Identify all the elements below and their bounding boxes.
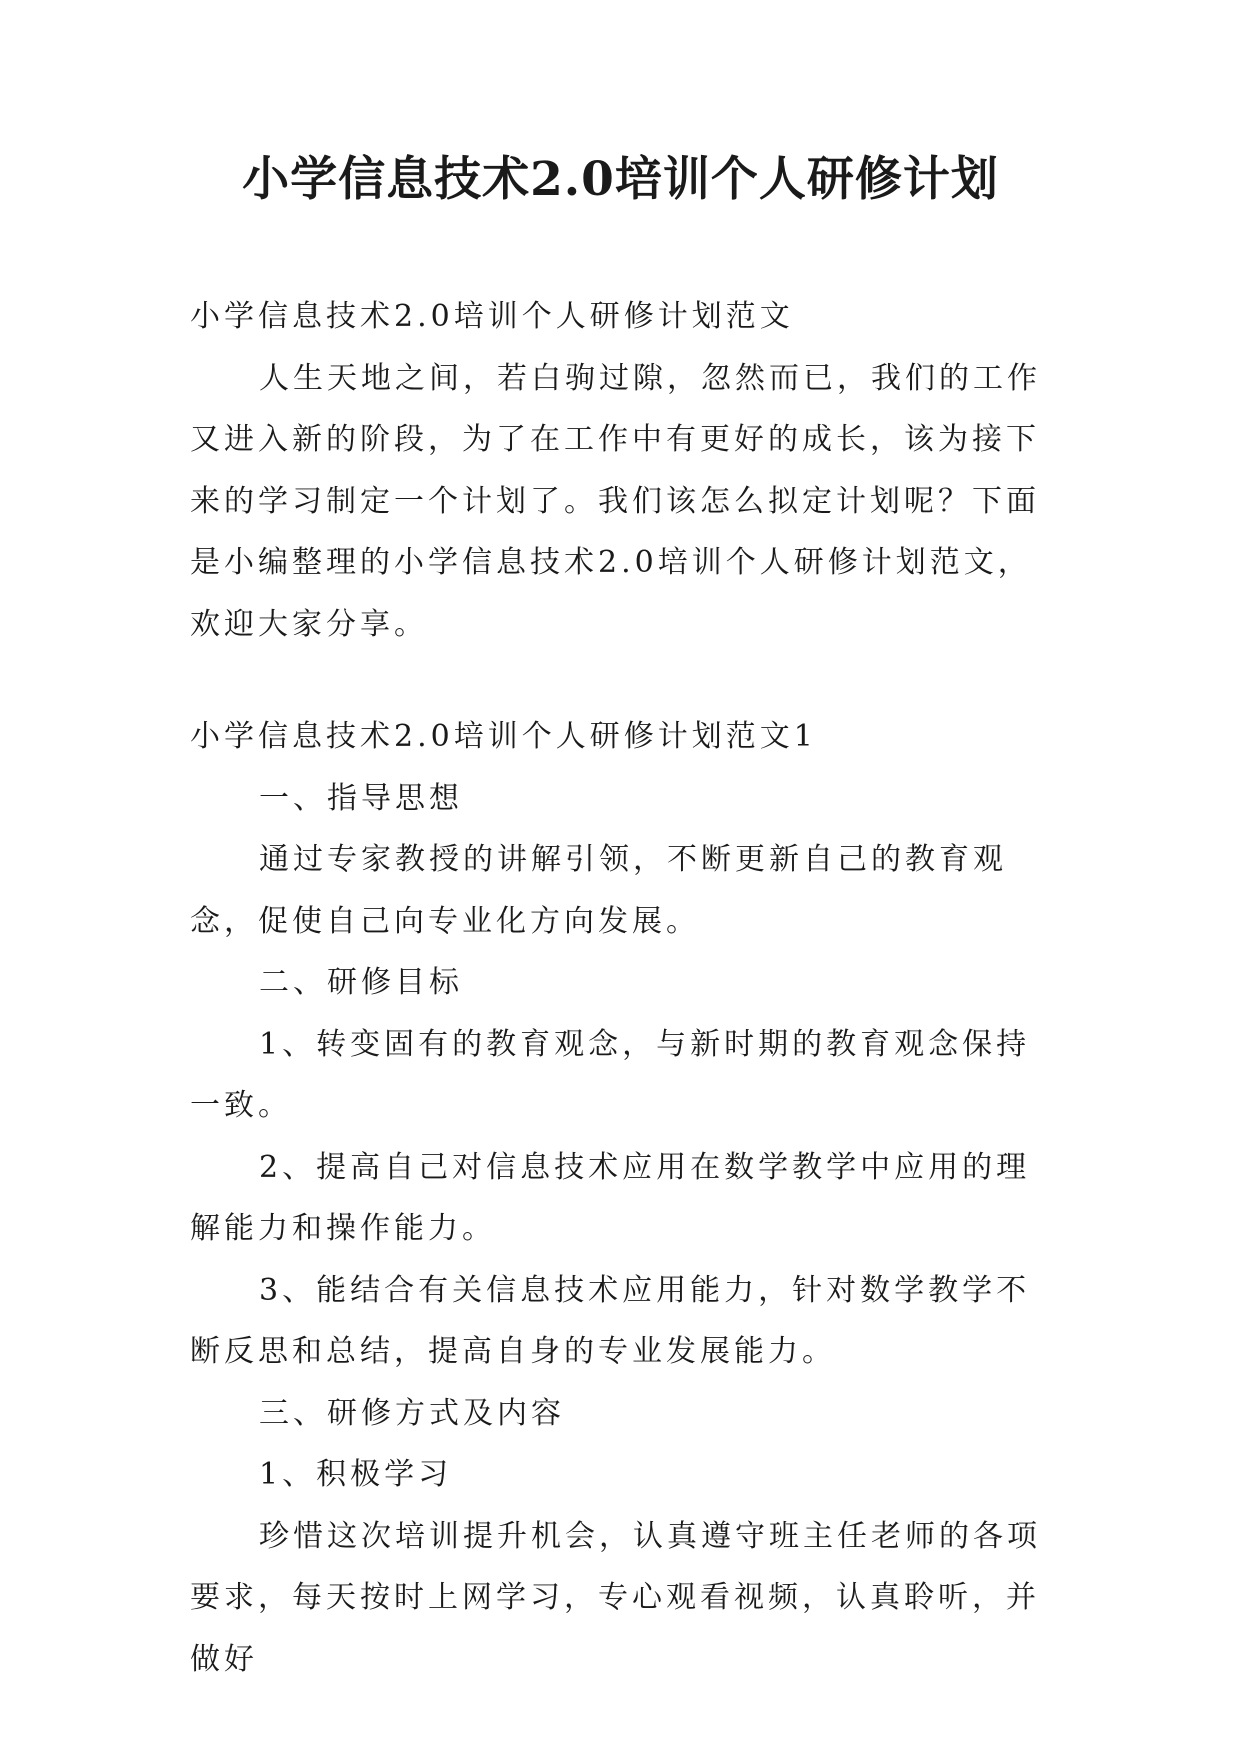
heading-study-goals: 二、研修目标 [259,965,463,1000]
section-spacer [190,655,1060,706]
document-title: 小学信息技术2.0培训个人研修计划 [242,152,999,207]
paragraph-active-learning: 珍惜这次培训提升机会，认真遵守班主任老师的各项要求，每天按时上网学习，专心观看视频，认真聆听，并做好 [190,1518,1041,1677]
goal-item-2: 2、提高自己对信息技术应用在数学教学中应用的理解能力和操作能力。 [190,1149,1031,1246]
section-title: 小学信息技术2.0培训个人研修计划范文1 [190,719,817,754]
subheading-active-learning: 1、积极学习 [259,1457,453,1492]
document-body [190,286,1060,1690]
heading-study-methods: 三、研修方式及内容 [259,1395,565,1431]
heading-guiding-thought: 一、指导思想 [259,780,463,816]
document-subtitle: 小学信息技术2.0培训个人研修计划范文 [190,299,794,334]
goal-item-1: 1、转变固有的教育观念，与新时期的教育观念保持一致。 [190,1026,1031,1123]
intro-paragraph: 人生天地之间，若白驹过隙，忽然而已，我们的工作又进入新的阶段，为了在工作中有更好的成长，该为接下来的学习制定一个计划了。我们该怎么拟定计划呢？下面是小编整理的小学信息技术2.0培训个人研修计划范文，欢迎大家分享。 [190,360,1041,642]
goal-item-3: 3、能结合有关信息技术应用能力，针对数学教学不断反思和总结，提高自身的专业发展能力。 [190,1272,1031,1369]
paragraph-guiding-thought: 通过专家教授的讲解引领，不断更新自己的教育观念，促使自己向专业化方向发展。 [190,842,1007,939]
